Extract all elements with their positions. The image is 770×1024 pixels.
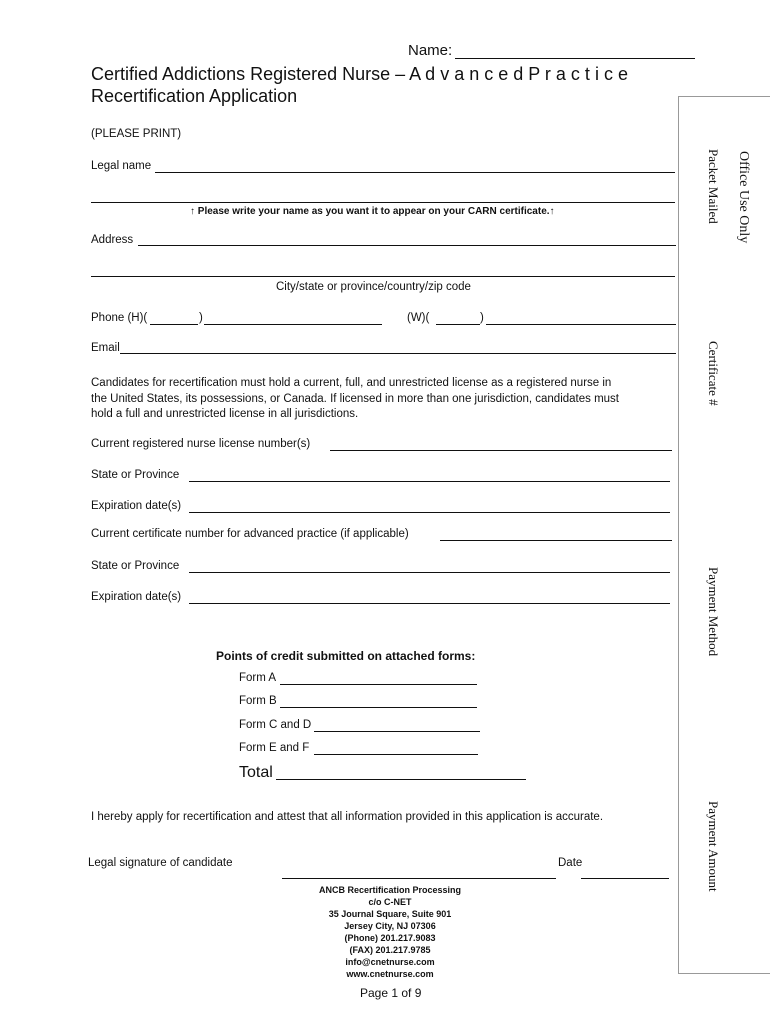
address-field[interactable] xyxy=(138,245,676,246)
address-line: 35 Journal Square, Suite 901 xyxy=(328,909,452,919)
form-cd-field[interactable] xyxy=(314,731,480,732)
form-b-label: Form B xyxy=(239,695,277,707)
name-label: Name: xyxy=(408,42,453,59)
please-print-label: (PLEASE PRINT) xyxy=(91,128,182,140)
email-label: Email xyxy=(91,342,120,354)
phone-work-paren: ) xyxy=(480,312,484,324)
packet-mailed-label: Packet Mailed xyxy=(706,149,721,224)
page-number: Page 1 of 9 xyxy=(360,986,422,1000)
form-a-field[interactable] xyxy=(280,684,477,685)
address-line: (FAX) 201.217.9785 xyxy=(349,945,431,955)
date-label: Date xyxy=(558,857,583,869)
legal-name-label: Legal name xyxy=(91,160,152,172)
city-caption: City/state or province/country/zip code xyxy=(276,281,471,293)
address-line: info@cnetnurse.com xyxy=(345,957,435,967)
state-province-field[interactable] xyxy=(189,481,670,482)
address-line: (Phone) 201.217.9083 xyxy=(344,933,436,943)
date-field[interactable] xyxy=(581,878,669,879)
phone-work-label: (W)( xyxy=(407,312,430,324)
form-ef-label: Form E and F xyxy=(239,742,310,754)
rn-license-label: Current registered nurse license number(s) xyxy=(91,438,311,450)
license-note-line: Candidates for recertification must hold a current, full, and unrestricted license as a registered nurse in xyxy=(91,377,612,389)
name-input-line[interactable] xyxy=(455,58,695,59)
state-province-2-label: State or Province xyxy=(91,560,180,572)
name-note: ↑ Please write your name as you want it to appear on your CARN certificate.↑ xyxy=(190,206,555,217)
phone-work-area-field[interactable] xyxy=(436,324,480,325)
phone-home-label: Phone (H)( xyxy=(91,312,148,324)
email-field[interactable] xyxy=(120,353,676,354)
phone-home-number-field[interactable] xyxy=(204,324,382,325)
signature-label: Legal signature of candidate xyxy=(88,857,233,869)
address-line: ANCB Recertification Processing xyxy=(318,885,462,895)
expiration-field[interactable] xyxy=(189,512,670,513)
signature-field[interactable] xyxy=(282,878,556,879)
certificate-label: Certificate # xyxy=(706,341,721,406)
expiration-2-field[interactable] xyxy=(189,603,670,604)
address-label: Address xyxy=(91,234,134,246)
office-use-panel xyxy=(678,96,770,974)
form-a-label: Form A xyxy=(239,672,277,684)
credits-heading: Points of credit submitted on attached forms: xyxy=(216,649,476,663)
total-label: Total xyxy=(239,764,273,781)
form-b-field[interactable] xyxy=(280,707,477,708)
rn-license-field[interactable] xyxy=(330,450,672,451)
address-line: Jersey City, NJ 07306 xyxy=(344,921,436,931)
license-note xyxy=(91,376,619,423)
license-note-line: hold a full and unrestricted license in all jurisdictions. xyxy=(91,408,359,420)
address-line: c/o C-NET xyxy=(368,897,412,907)
payment-amount-label: Payment Amount xyxy=(706,801,721,892)
form-cd-label: Form C and D xyxy=(239,719,312,731)
total-field[interactable] xyxy=(276,779,526,780)
legal-name-field[interactable] xyxy=(155,172,675,173)
phone-home-paren: ) xyxy=(199,312,203,324)
phone-home-area-field[interactable] xyxy=(150,324,198,325)
address-field-2[interactable] xyxy=(91,276,675,277)
attest-statement: I hereby apply for recertification and attest that all information provided in this application is accurate. xyxy=(91,811,604,823)
state-province-2-field[interactable] xyxy=(189,572,670,573)
title-part-b: A d v a n c e d P r a c t i c e xyxy=(409,64,628,84)
expiration-label: Expiration date(s) xyxy=(91,500,182,512)
phone-work-number-field[interactable] xyxy=(486,324,676,325)
form-ef-field[interactable] xyxy=(314,754,478,755)
page-title xyxy=(91,64,628,85)
office-use-label: Office Use Only xyxy=(736,151,751,244)
address-line: www.cnetnurse.com xyxy=(346,969,434,979)
payment-method-label: Payment Method xyxy=(706,567,721,657)
title-part-a: Certified Addictions Registered Nurse – xyxy=(91,64,406,84)
cert-number-field[interactable] xyxy=(440,540,672,541)
page-subtitle: Recertification Application xyxy=(91,86,298,106)
expiration-2-label: Expiration date(s) xyxy=(91,591,182,603)
mailing-address xyxy=(300,884,480,980)
cert-number-label: Current certificate number for advanced practice (if applicable) xyxy=(91,528,409,540)
state-province-label: State or Province xyxy=(91,469,180,481)
license-note-line: the United States, its possessions, or Canada. If licensed in more than one jurisdiction, candidates must xyxy=(91,392,620,405)
legal-name-field-2[interactable] xyxy=(91,202,675,203)
